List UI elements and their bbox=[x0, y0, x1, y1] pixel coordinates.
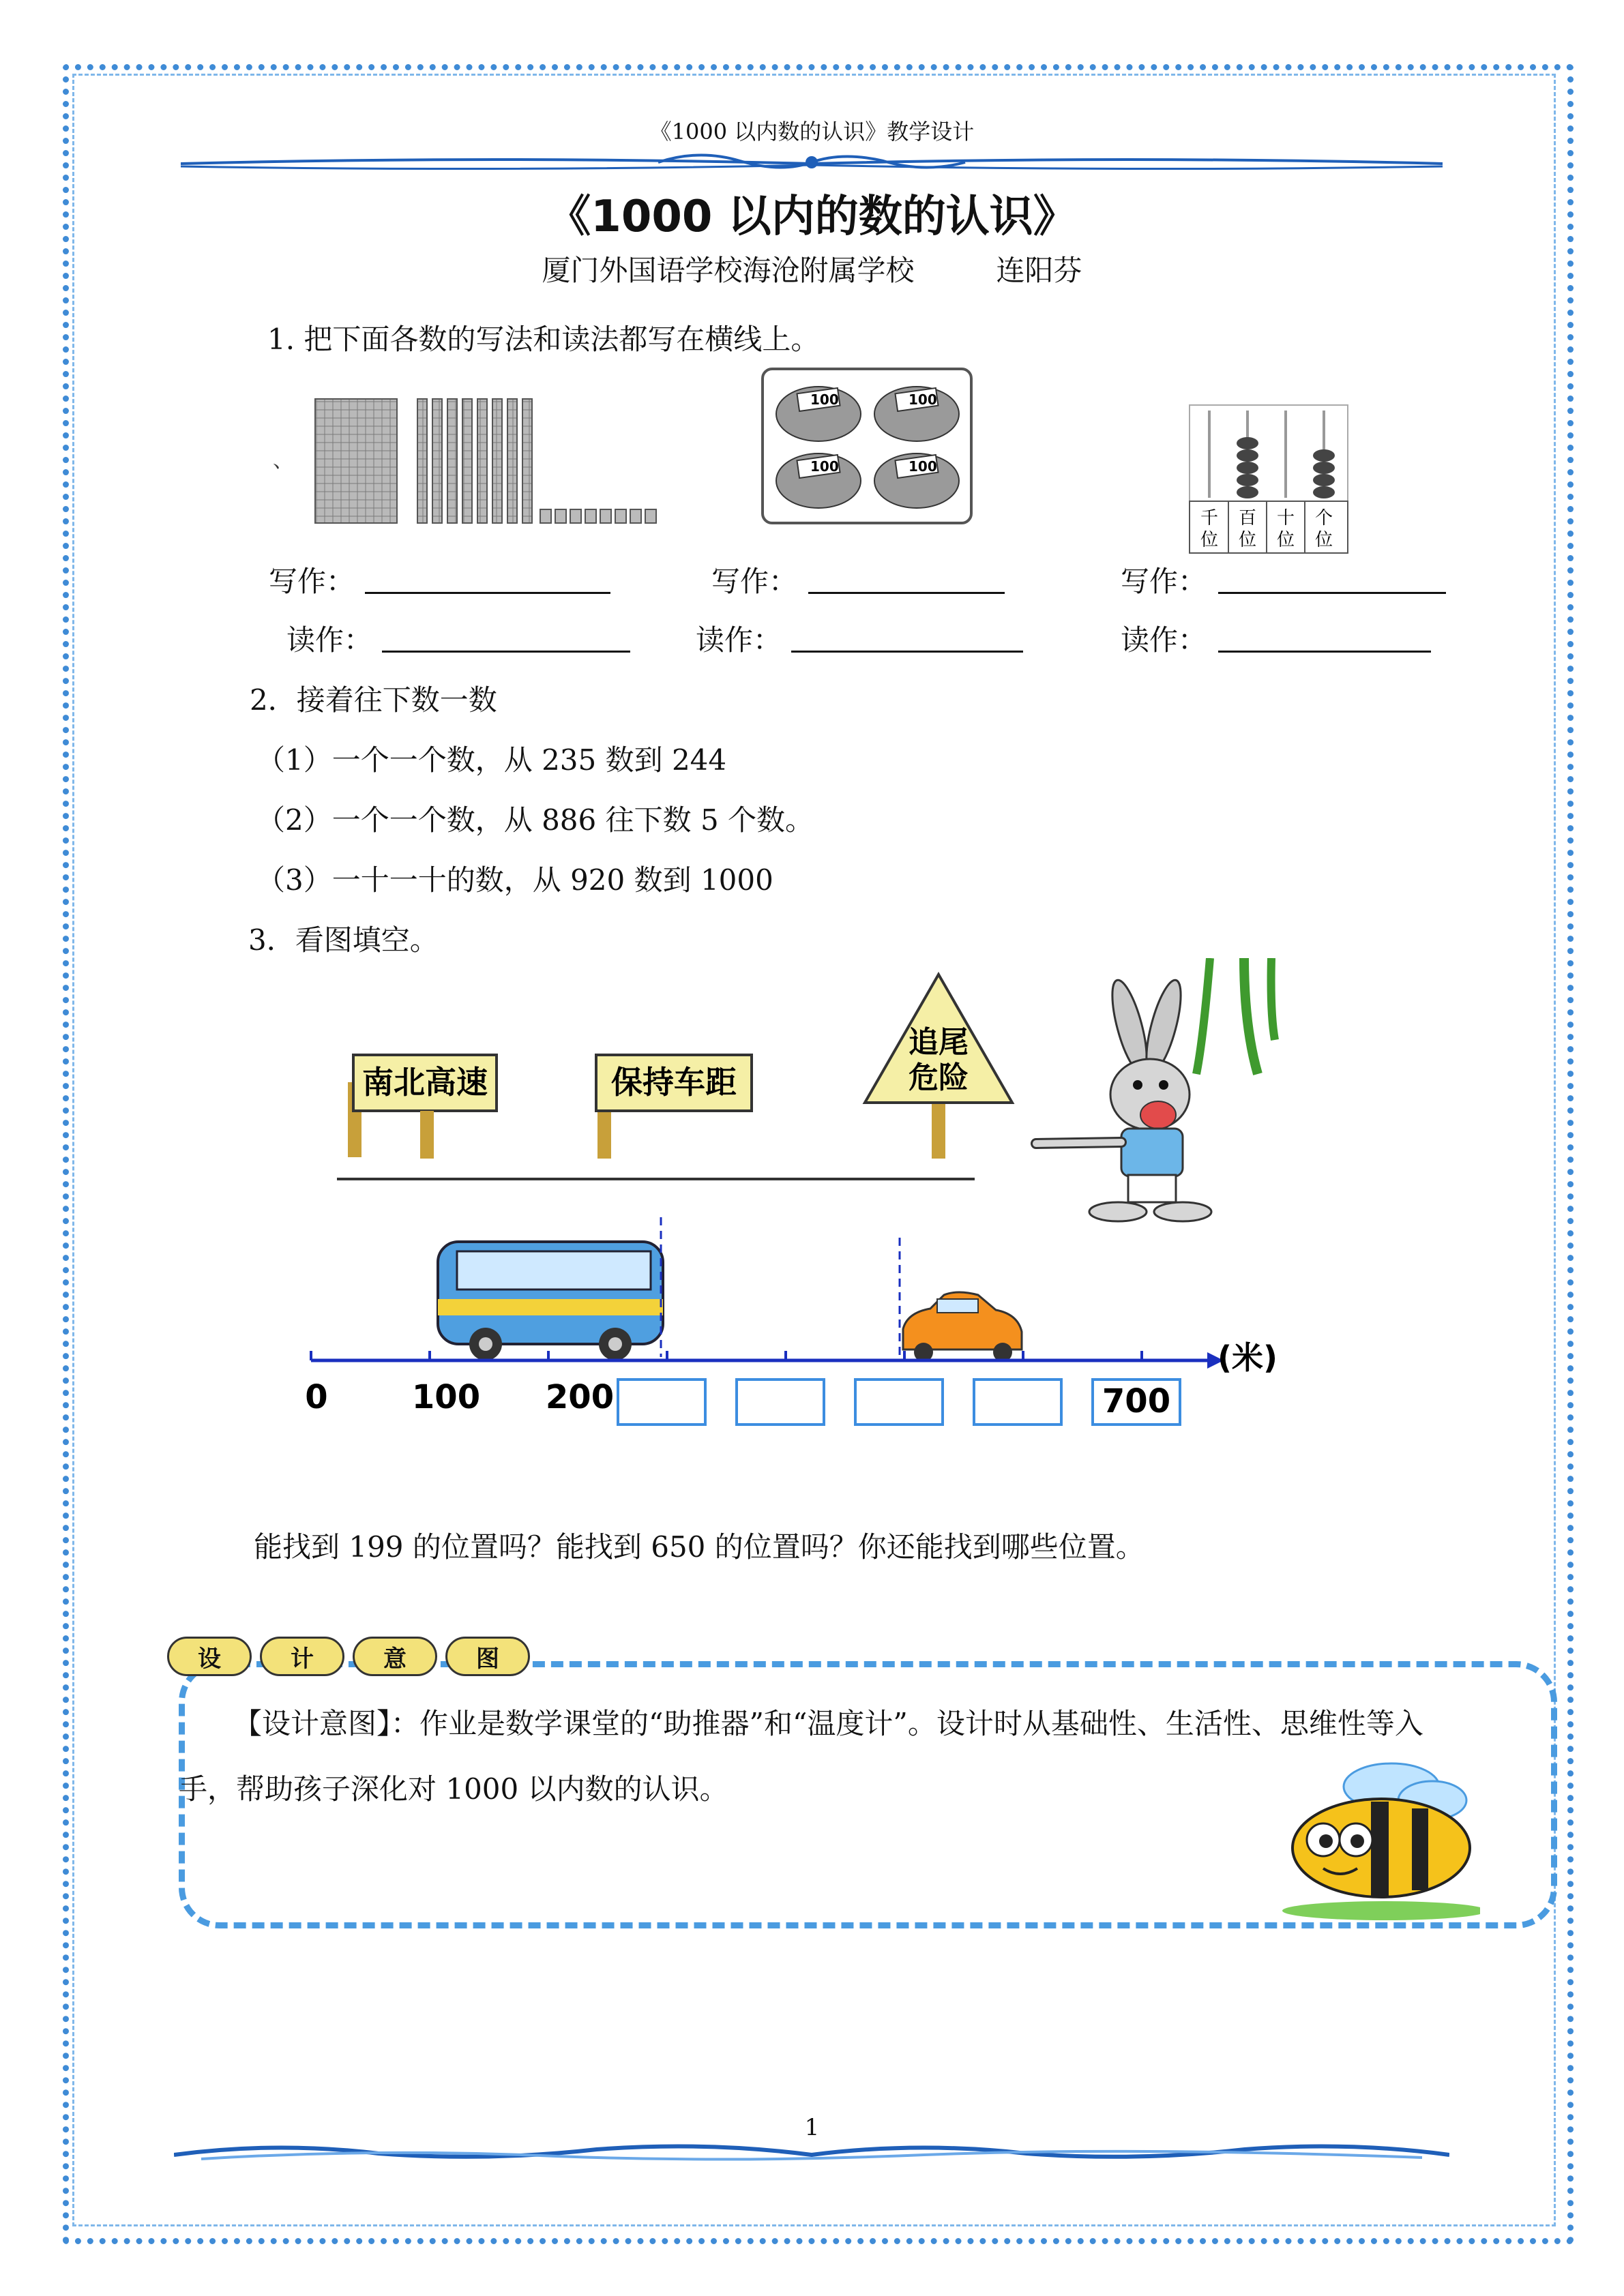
q3-prompt: 3．看图填空。 bbox=[248, 923, 439, 957]
page-number: 1 bbox=[804, 2114, 820, 2141]
page-title: 《1000 以内的数的认识》 bbox=[547, 192, 1077, 242]
hundred-flat bbox=[315, 399, 397, 523]
car-illustration bbox=[903, 1292, 1022, 1362]
read-label-3: 读作： bbox=[1121, 623, 1207, 657]
base-ten-blocks-figure bbox=[259, 385, 696, 532]
write-answer-line-3[interactable] bbox=[1218, 592, 1446, 594]
tick-label-700: 700 bbox=[1102, 1382, 1171, 1420]
write-label-2: 写作： bbox=[711, 565, 798, 598]
header-ornament bbox=[181, 149, 1443, 176]
write-answer-line-1[interactable] bbox=[365, 592, 610, 594]
ten-rods bbox=[417, 399, 532, 523]
answer-box-600[interactable] bbox=[974, 1380, 1061, 1425]
tick-label-100: 100 bbox=[411, 1378, 481, 1416]
abacus-place-label: 十位 bbox=[1276, 508, 1295, 550]
hundreds-beads bbox=[1237, 437, 1258, 498]
write-answer-line-2[interactable] bbox=[808, 592, 1005, 594]
willow-leaves bbox=[1196, 958, 1275, 1074]
intent-tag-1: 设 bbox=[167, 1637, 252, 1676]
design-intent-tags bbox=[167, 1637, 530, 1676]
read-answer-line-1[interactable] bbox=[382, 651, 630, 653]
sign-text-3a: 追尾 bbox=[909, 1025, 969, 1060]
answer-box-300[interactable] bbox=[618, 1380, 705, 1425]
bundle-2 bbox=[874, 387, 959, 441]
abacus-place-label: 百位 bbox=[1238, 508, 1257, 550]
sign-text-3b: 危险 bbox=[909, 1060, 969, 1095]
author-school: 厦门外国语学校海沧附属学校 bbox=[542, 254, 915, 287]
bus-illustration bbox=[438, 1242, 663, 1360]
unit-cubes bbox=[540, 509, 656, 523]
q3-question: 能找到 199 的位置吗？能找到 650 的位置吗？你还能找到哪些位置。 bbox=[254, 1530, 1145, 1564]
sign-baochi-cheju bbox=[596, 1055, 752, 1159]
read-answer-line-2[interactable] bbox=[791, 651, 1023, 653]
tick-label-200: 200 bbox=[545, 1378, 615, 1416]
q2-prompt: 2．接着往下数一数 bbox=[250, 683, 497, 717]
q2-item-1: （1）一个一个数，从 235 数到 244 bbox=[256, 743, 727, 777]
road-number-line-figure bbox=[303, 958, 1282, 1435]
bee-illustration bbox=[1255, 1759, 1480, 1923]
intent-tag-3: 意 bbox=[353, 1637, 437, 1676]
q1-prompt: 1. 把下面各数的写法和读法都写在横线上。 bbox=[267, 323, 820, 356]
footer-ornament bbox=[174, 2134, 1449, 2168]
sign-text-2: 保持车距 bbox=[611, 1064, 737, 1101]
read-label-2: 读作： bbox=[696, 623, 782, 657]
write-label-3: 写作： bbox=[1121, 565, 1207, 598]
intent-tag-4: 图 bbox=[445, 1637, 530, 1676]
rabbit-illustration bbox=[1036, 977, 1211, 1221]
sign-text-1: 南北高速 bbox=[362, 1064, 488, 1101]
bundle-4 bbox=[874, 453, 959, 508]
read-label-1: 读作： bbox=[286, 623, 373, 657]
abacus-place-label: 千位 bbox=[1200, 508, 1219, 550]
author-name: 连阳芬 bbox=[996, 254, 1082, 287]
read-answer-line-3[interactable] bbox=[1218, 651, 1431, 653]
number-line-unit: (米) bbox=[1217, 1339, 1278, 1376]
running-header: 《1000 以内数的认识》教学设计 bbox=[649, 119, 975, 145]
sign-zhuiwei-weixian bbox=[865, 974, 1012, 1159]
bundle-1 bbox=[776, 387, 861, 441]
author-line bbox=[0, 248, 1624, 289]
write-label-1: 写作： bbox=[269, 565, 355, 598]
sign-post-1 bbox=[420, 1111, 434, 1159]
q2-item-3: （3）一十一十的数，从 920 数到 1000 bbox=[256, 863, 773, 897]
bundle-label: 100 bbox=[909, 458, 937, 475]
intent-tag-2: 计 bbox=[260, 1637, 344, 1676]
abacus-place-label: 个位 bbox=[1314, 508, 1333, 550]
abacus-figure bbox=[1187, 402, 1350, 556]
bundle-3 bbox=[776, 453, 861, 508]
answer-box-500[interactable] bbox=[855, 1380, 943, 1425]
money-bundles-figure bbox=[758, 365, 977, 528]
stray-mark: 、 bbox=[273, 449, 293, 473]
answer-box-400[interactable] bbox=[737, 1380, 824, 1425]
bundle-label: 100 bbox=[810, 391, 839, 408]
tick-label-0: 0 bbox=[305, 1378, 328, 1416]
design-intent-text: 【设计意图】：作业是数学课堂的“助推器”和“温度计”。设计时从基础性、生活性、思维性等入手，帮助孩子深化对 1000 以内数的认识。 bbox=[179, 1707, 1423, 1806]
bundle-label: 100 bbox=[810, 458, 839, 475]
q2-item-2: （2）一个一个数，从 886 往下数 5 个数。 bbox=[256, 803, 814, 837]
bundle-label: 100 bbox=[909, 391, 937, 408]
